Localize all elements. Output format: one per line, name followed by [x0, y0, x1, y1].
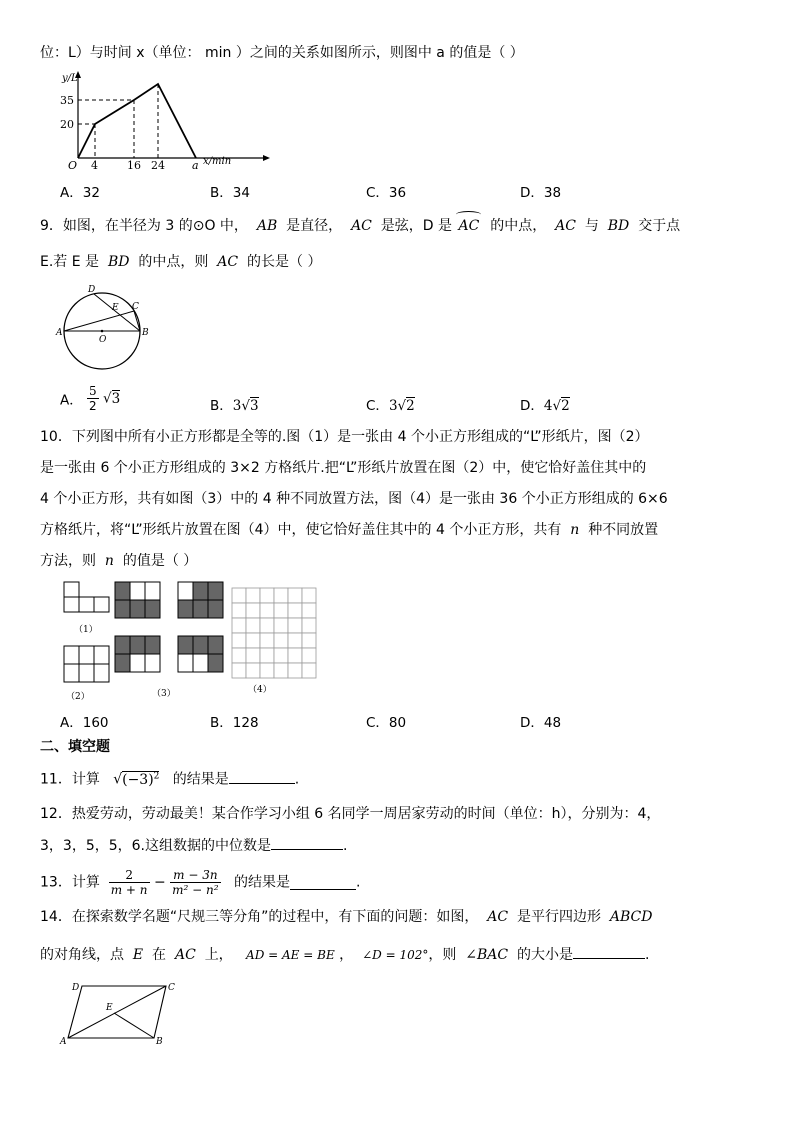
- q8-option-b: B．34: [210, 185, 250, 201]
- grid-cell: [260, 618, 274, 633]
- grid-cell: [232, 663, 246, 678]
- q14-parallelogram-figure: [58, 978, 188, 1048]
- grid-cell: [288, 648, 302, 663]
- grid-cell: [232, 588, 246, 603]
- q10-option-c: C．80: [366, 715, 407, 731]
- q8-option-c: C．36: [366, 185, 407, 201]
- grid-cell: [288, 663, 302, 678]
- grid-cell: [246, 618, 260, 633]
- graph-xtick-16: 16: [127, 159, 141, 172]
- grid-cell: [260, 603, 274, 618]
- grid-cell: [274, 588, 288, 603]
- grid-cell: [232, 618, 246, 633]
- grid-cell: [302, 588, 316, 603]
- q10-line4: 方格纸片，将“L”形纸片放置在图（4）中，使它恰好盖住其中的 4 个小正方形，共有 n 种不同放置: [40, 522, 659, 538]
- q9-option-c: C．3√2: [366, 398, 415, 414]
- svg-text:A: A: [60, 1037, 67, 1047]
- grid-cell: [232, 648, 246, 663]
- graph-xtick-4: 4: [91, 159, 98, 172]
- grid-cell: [260, 648, 274, 663]
- svg-text:（1）: （1）: [74, 625, 98, 635]
- q10-line1: 10．下列图中所有小正方形都是全等的.图（1）是一张由 4 个小正方形组成的“L”形纸片，图（2）: [40, 429, 649, 445]
- svg-text:B: B: [156, 1037, 163, 1047]
- grid-cell: [246, 603, 260, 618]
- q8-option-d: D．38: [520, 185, 562, 201]
- graph-xtick-a: a: [192, 159, 199, 172]
- svg-text:（3）: （3）: [152, 689, 176, 699]
- svg-text:D: D: [72, 983, 80, 993]
- q10-line5: 方法，则 n 的值是（ ）: [40, 553, 198, 569]
- grid-cell: [302, 648, 316, 663]
- q11: 11．计算 $√(-3)^2$ 的结果是 .: [40, 771, 300, 788]
- grid-cell: [274, 603, 288, 618]
- q10-option-a: A．160: [60, 715, 109, 731]
- grid-cell: [302, 618, 316, 633]
- q10-option-b: B．128: [210, 715, 259, 731]
- q10-line3: 4 个小正方形，共有如图（3）中的 4 种不同放置方法，图（4）是一张由 36 个小正方形组成的 6×6: [40, 491, 668, 507]
- graph-origin: O: [68, 159, 78, 172]
- grid-cell: [302, 663, 316, 678]
- grid-cell: [302, 633, 316, 648]
- q9-circle-figure: [58, 282, 153, 377]
- grid-cell: [302, 603, 316, 618]
- svg-text:C: C: [132, 302, 139, 312]
- grid-cell: [288, 618, 302, 633]
- grid-cell: [260, 588, 274, 603]
- grid-cell: [246, 633, 260, 648]
- grid-cell: [232, 633, 246, 648]
- svg-text:D: D: [88, 285, 96, 295]
- q8-option-a: A．32: [60, 185, 100, 201]
- svg-text:C: C: [168, 983, 175, 993]
- q10-option-d: D．48: [520, 715, 562, 731]
- svg-text:A: A: [56, 328, 63, 338]
- grid-cell: [288, 633, 302, 648]
- svg-text:E: E: [106, 1003, 113, 1013]
- q9-line2: E.若 E 是 BD 的中点，则 AC 的长是（ ）: [40, 254, 322, 270]
- svg-text:B: B: [142, 328, 149, 338]
- q9-option-b: B．3√3: [210, 398, 259, 414]
- svg-text:E: E: [112, 303, 119, 313]
- graph-ytick-35: 35: [60, 94, 74, 107]
- graph-xtick-24: 24: [151, 159, 165, 172]
- svg-text:（2）: （2）: [66, 692, 90, 702]
- grid-cell: [260, 663, 274, 678]
- graph-ytick-20: 20: [60, 118, 74, 131]
- q8-intro: 位：L）与时间 x（单位： min ）之间的关系如图所示，则图中 a 的值是（ ）: [40, 45, 524, 61]
- q13: 13．计算 $\frac{2}{m + n}$ − $\frac{m - 3n}{\text{m² − n²}}$ 的结果是 .: [40, 868, 361, 897]
- q10-line2: 是一张由 6 个小正方形组成的 3×2 方格纸片.把“L”形纸片放置在图（2）中，使它恰好盖住其中的: [40, 460, 647, 476]
- grid-cell: [232, 603, 246, 618]
- q14-line2: 的对角线，点 E 在 AC 上， AD = AE = BE ， ∠D = 102°，则 ∠BAC 的大小是 .: [40, 947, 650, 963]
- grid-cell: [274, 663, 288, 678]
- q14-line1: 14．在探索数学名题“尺规三等分角”的过程中，有下面的问题：如图， AC 是平行四边形 ABCD: [40, 909, 653, 925]
- q9-line1: 9．如图，在半径为 3 的⊙O 中， AB 是直径， AC 是弦，D 是 AC 的中点， AC 与 BD 交于点: [40, 217, 680, 235]
- grid-cell: [274, 618, 288, 633]
- grid-cell: [288, 603, 302, 618]
- graph-ylabel: y/L: [62, 73, 78, 84]
- section-heading: 二、填空题: [40, 739, 110, 755]
- grid-cell: [260, 633, 274, 648]
- grid-cell: [288, 588, 302, 603]
- q12-line2: 3，3，5，5，6.这组数据的中位数是 .: [40, 838, 348, 854]
- grid-cell: [274, 633, 288, 648]
- q9-option-a: A． $\frac{5}{2}$ √3: [60, 384, 121, 413]
- graph-xlabel: x/min: [203, 156, 232, 167]
- grid-cell: [274, 648, 288, 663]
- q8-graph: [58, 70, 278, 170]
- grid-cell: [246, 588, 260, 603]
- grid-cell: [246, 648, 260, 663]
- svg-text:O: O: [99, 335, 107, 345]
- grid-cell: [246, 663, 260, 678]
- svg-text:（4）: （4）: [248, 685, 272, 695]
- q9-option-d: D．4√2: [520, 398, 570, 414]
- q10-figures: [60, 578, 322, 702]
- q12-line1: 12．热爱劳动，劳动最美！某合作学习小组 6 名同学一周居家劳动的时间（单位：h），分别为：4，: [40, 806, 661, 822]
